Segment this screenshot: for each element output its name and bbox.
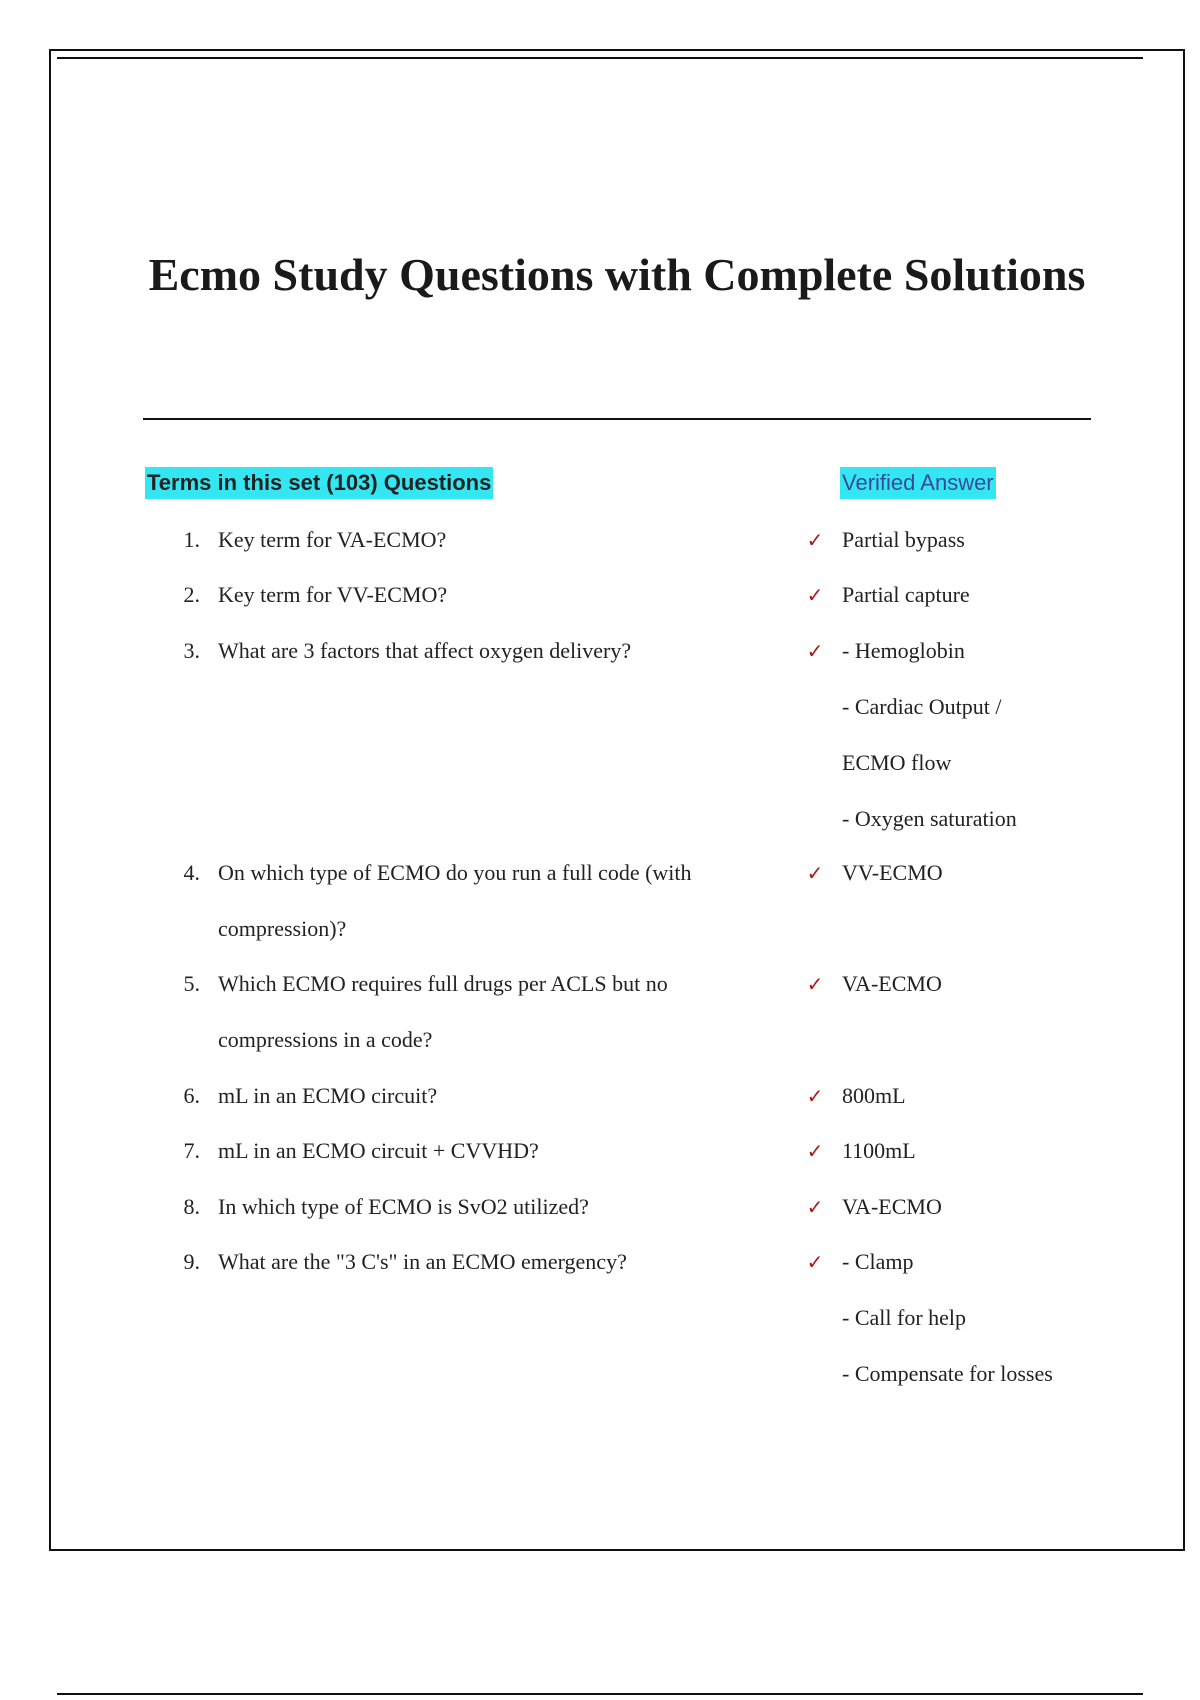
questions-header: Terms in this set (103) Questions xyxy=(145,467,493,499)
checkmark-icon: ✓ xyxy=(806,1195,824,1219)
checkmark-icon: ✓ xyxy=(806,528,824,552)
page-title: Ecmo Study Questions with Complete Solutions xyxy=(148,249,1086,300)
question-text: In which type of ECMO is SvO2 utilized? xyxy=(218,1194,589,1219)
answer-text xyxy=(842,512,1182,568)
question-text: Which ECMO requires full drugs per ACLS but no compressions in a code? xyxy=(218,971,668,1052)
question-text: mL in an ECMO circuit? xyxy=(218,1083,438,1108)
answer-text xyxy=(842,567,1182,623)
question-text: Key term for VV-ECMO? xyxy=(218,582,448,607)
question-text: On which type of ECMO do you run a full code (with compression)? xyxy=(218,860,692,941)
answer-line: - Clamp xyxy=(842,1249,914,1274)
answer-line: VV-ECMO xyxy=(842,860,943,885)
answer-line: - Compensate for losses xyxy=(842,1361,1053,1386)
question-number: 5. xyxy=(183,971,200,996)
top-rule xyxy=(57,57,1143,59)
answer-text xyxy=(842,1234,1182,1402)
answer-line: Partial capture xyxy=(842,582,970,607)
answer-text xyxy=(842,623,1182,847)
answer-text xyxy=(842,1179,1182,1235)
question-text: mL in an ECMO circuit + CVVHD? xyxy=(218,1138,539,1163)
answers-header: Verified Answer xyxy=(840,467,996,499)
bottom-rule xyxy=(57,1693,1143,1695)
question-number: 6. xyxy=(183,1083,200,1108)
answer-line: VA-ECMO xyxy=(842,971,942,996)
answer-line: - Hemoglobin xyxy=(842,638,965,663)
answer-text xyxy=(842,845,1182,901)
question-number: 7. xyxy=(183,1138,200,1163)
checkmark-icon: ✓ xyxy=(806,1084,824,1108)
question-number: 2. xyxy=(183,582,200,607)
answer-line: 1100mL xyxy=(842,1138,916,1163)
question-number: 3. xyxy=(183,638,200,663)
answer-line: - Call for help xyxy=(842,1305,967,1330)
answer-text xyxy=(842,1068,1182,1124)
question-text: Key term for VA-ECMO? xyxy=(218,527,447,552)
question-number: 8. xyxy=(183,1194,200,1219)
question-text: What are the "3 C's" in an ECMO emergency? xyxy=(218,1249,627,1274)
answer-line: Partial bypass xyxy=(842,527,965,552)
answer-line: - Oxygen saturation xyxy=(842,806,1017,831)
title-divider xyxy=(143,418,1091,420)
checkmark-icon: ✓ xyxy=(806,639,824,663)
checkmark-icon: ✓ xyxy=(806,861,824,885)
question-number: 4. xyxy=(183,860,200,885)
answer-line: - Cardiac Output / xyxy=(842,694,1002,719)
checkmark-icon: ✓ xyxy=(806,1250,824,1274)
checkmark-icon: ✓ xyxy=(806,1139,824,1163)
answer-text xyxy=(842,1123,1182,1179)
checkmark-icon: ✓ xyxy=(806,583,824,607)
checkmark-icon: ✓ xyxy=(806,972,824,996)
question-number: 1. xyxy=(183,527,200,552)
question-text: What are 3 factors that affect oxygen delivery? xyxy=(218,638,632,663)
answer-text xyxy=(842,956,1182,1012)
answer-line: VA-ECMO xyxy=(842,1194,942,1219)
question-number: 9. xyxy=(183,1249,200,1274)
answer-line: 800mL xyxy=(842,1083,906,1108)
answer-line: ECMO flow xyxy=(842,750,952,775)
